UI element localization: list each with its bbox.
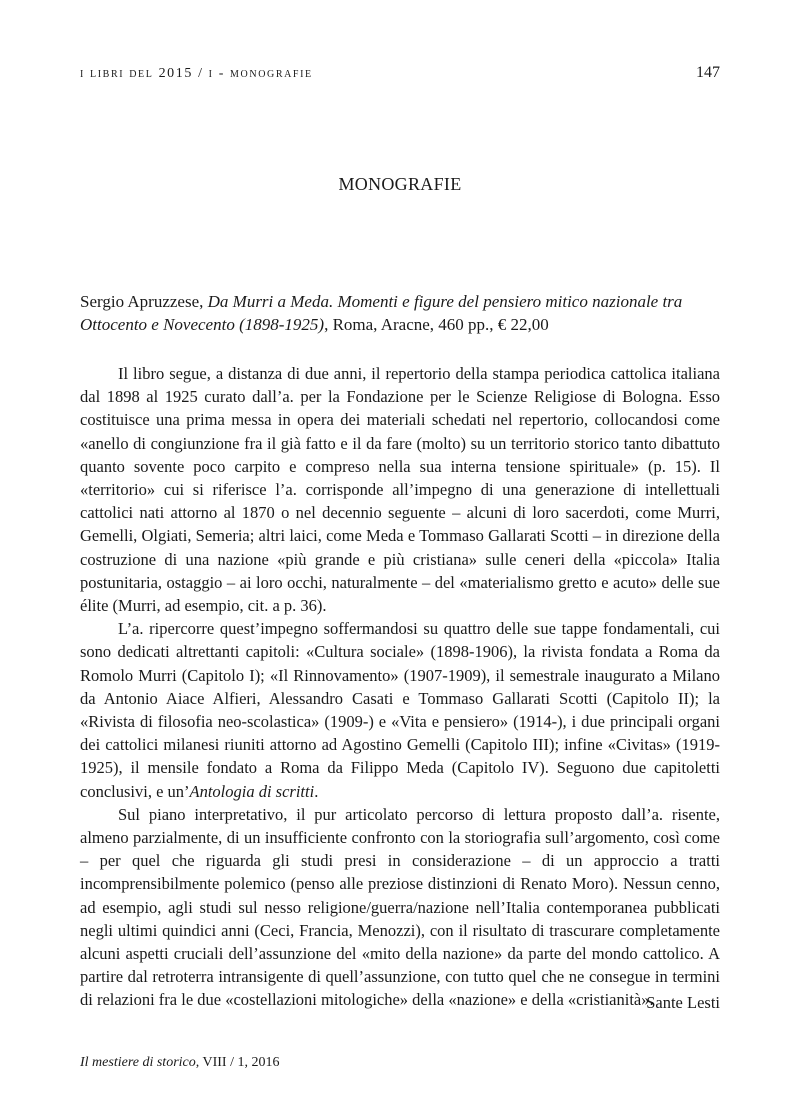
citation-title: Da Murri a Meda. Momenti e figure del pensiero mitico nazionale tra Ottocento e Novecento (1898-1925) <box>80 292 683 334</box>
anthology-title: Antologia di scritti <box>189 781 315 801</box>
citation-author: Sergio Apruzzese, <box>80 292 208 311</box>
running-header <box>80 66 720 88</box>
paragraph-2-text: L’a. ripercorre quest’impegno soffermandosi su quattro delle sue tappe fondamentali, cui sono dedicati altrettanti capitoli: «Cultura sociale» (1898-1906), la rivista fondata a Roma da Romolo Murri (Capitolo I); «Il Rinnovamento» (1907-1909), il semestrale inaugurato a Milano da Antonio Aiace Alfieri, Alessandro Casati e Tommaso Gallarati Scotti (Capitolo II); la «Rivista di filosofia neo-scolastica» (1909-) e «Vita e pensiero» (1914-), i due principali organi dei cattolici milanesi riuniti attorno ad Agostino Gemelli (Capitolo III); infine «Civitas» (1919-1925), il mensile fondato a Roma da Filippo Meda (Capitolo IV). Seguono due capitoletti conclusivi, e un’ <box>80 619 720 801</box>
book-citation <box>80 290 720 336</box>
citation-publication: , Roma, Aracne, 460 pp., € 22,00 <box>324 315 549 334</box>
running-title: i libri del 2015 / i - monografie <box>80 66 313 81</box>
paragraph-3: Sul piano interpretativo, il pur articolato percorso di lettura proposto dall’a. risente, almeno parzialmente, di un insufficiente confronto con la storiografia sull’argomento, così come – per quel che riguarda gli studi presi in considerazione – di un approccio a tratti incomprensibilmente polemico (penso alle preziose distinzioni di Renato Moro). Nessun cenno, ad esempio, agli studi sul nesso religione/guerra/nazione nell’Italia contemporanea pubblicati negli ultimi quindici anni (Ceci, Francia, Menozzi), con il risultato di trascurare completamente alcuni aspetti cruciali dell’assunzione del «mito della nazione» da parte del mondo cattolico. A partire dal retroterra intransigente di quell’assunzione, con tutto quel che ne consegue in termini di relazioni fra le due «costellazioni mitologiche» della «nazione» e della «cristianità». <box>80 804 720 1010</box>
page-footer <box>80 1055 279 1071</box>
paragraph-2-end: . <box>314 781 319 801</box>
section-title: MONOGRAFIE <box>338 174 462 194</box>
journal-issue: , VIII / 1, 2016 <box>195 1055 280 1070</box>
reviewer-signature: Sante Lesti <box>646 993 720 1012</box>
journal-name: Il mestiere di storico <box>80 1055 196 1070</box>
review-body <box>80 362 720 1012</box>
paragraph-2 <box>80 617 720 803</box>
page-number: 147 <box>696 64 720 81</box>
paragraph-1: Il libro segue, a distanza di due anni, il repertorio della stampa periodica cattolica italiana dal 1898 al 1925 curato dall’a. per la Fondazione per le Scienze Religiose di Bologna. Esso costituisce una prima messa in opera dei materiali schedati nel repertorio, collocandosi come «anello di congiunzione fra il già fatto e il da fare (molto) su un territorio storico tanto dibattuto quanto sovente poco carpito e compreso nella sua interna tensione spirituale» (p. 15). Il «territorio» cui si riferisce l’a. corrisponde all’impegno di una generazione di intellettuali cattolici nati attorno al 1870 o nel decennio seguente – alcuni di loro sacerdoti, come Murri, Gemelli, Olgiati, Semeria; altri laici, come Meda e Tommaso Gallarati Scotti – in direzione della costruzione di una nazione «più grande e più cristiana» sulle ceneri della «piccola» Italia postunitaria, ostaggio – ai loro occhi, naturalmente – del «materialismo gretto e acuto» delle sue élite (Murri, ad esempio, cit. a p. 36). <box>80 364 720 616</box>
